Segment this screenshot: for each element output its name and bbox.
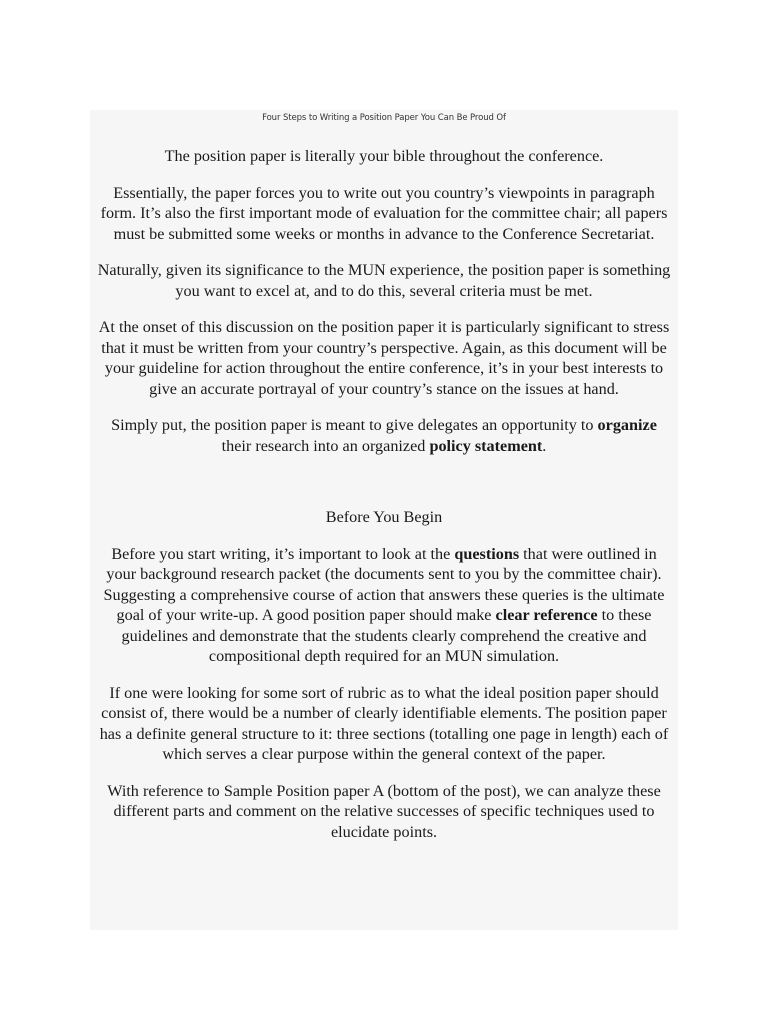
text-span: Simply put, the position paper is meant to give delegates an opportunity to <box>111 416 598 434</box>
text-span: Before you start writing, it’s important to look at the <box>111 544 455 563</box>
document-header: Four Steps to Writing a Position Paper You Can Be Proud Of <box>262 113 506 123</box>
text-span: to these guidelines and demonstrate that the students clearly comprehend the creative and compositional depth required for an MUN simulation. <box>121 606 652 665</box>
text-span: their research into an organized <box>221 436 430 455</box>
bold-clear-reference: clear reference <box>495 606 598 624</box>
bold-organize: organize <box>597 416 657 434</box>
text-span: . <box>542 436 547 455</box>
section-heading: Before You Begin <box>325 508 443 526</box>
paragraph-bible: The position paper is literally your bible throughout the conference. <box>164 147 604 165</box>
document-page <box>90 110 678 930</box>
paragraph-sample-reference: With reference to Sample Position paper A (bottom of the post), we can analyze these different parts and comment on the relative successes of specific techniques used to elucidate points. <box>107 781 661 841</box>
bold-questions: questions <box>454 544 520 563</box>
paragraph-essentially: Essentially, the paper forces you to write out you country’s viewpoints in paragraph form. It’s also the first important mode of evaluation for the committee chair; all papers must be submitted some weeks or months in advance to the Conference Secretariat. <box>100 183 668 243</box>
paragraph-onset: At the onset of this discussion on the position paper it is particularly significant to stress that it must be written from your country’s perspective. Again, as this document will be your guideline for action throughout the entire conference, it’s in your best interests to give an accurate portrayal of your country’s stance on the issues at hand. <box>98 318 670 398</box>
bold-policy-statement: policy statement <box>429 436 543 455</box>
paragraph-rubric: If one were looking for some sort of rubric as to what the ideal position paper should consist of, there would be a number of clearly identifiable elements. The position paper has a definite general structure to it: three sections (totalling one page in length) each of which serves a clear purpose within the general context of the paper. <box>99 683 669 763</box>
paragraph-before-writing <box>96 544 672 667</box>
paragraph-simply-put <box>96 415 672 456</box>
text-span: that were outlined in your background research packet (the documents sent to you by the committee chair). Suggesting a comprehensive course of action that answers these queries is the ultimate goal of your write-up. A good position paper should make <box>103 544 665 624</box>
paragraph-naturally: Naturally, given its significance to the MUN experience, the position paper is something you want to excel at, and to do this, several criteria must be met. <box>97 261 671 300</box>
